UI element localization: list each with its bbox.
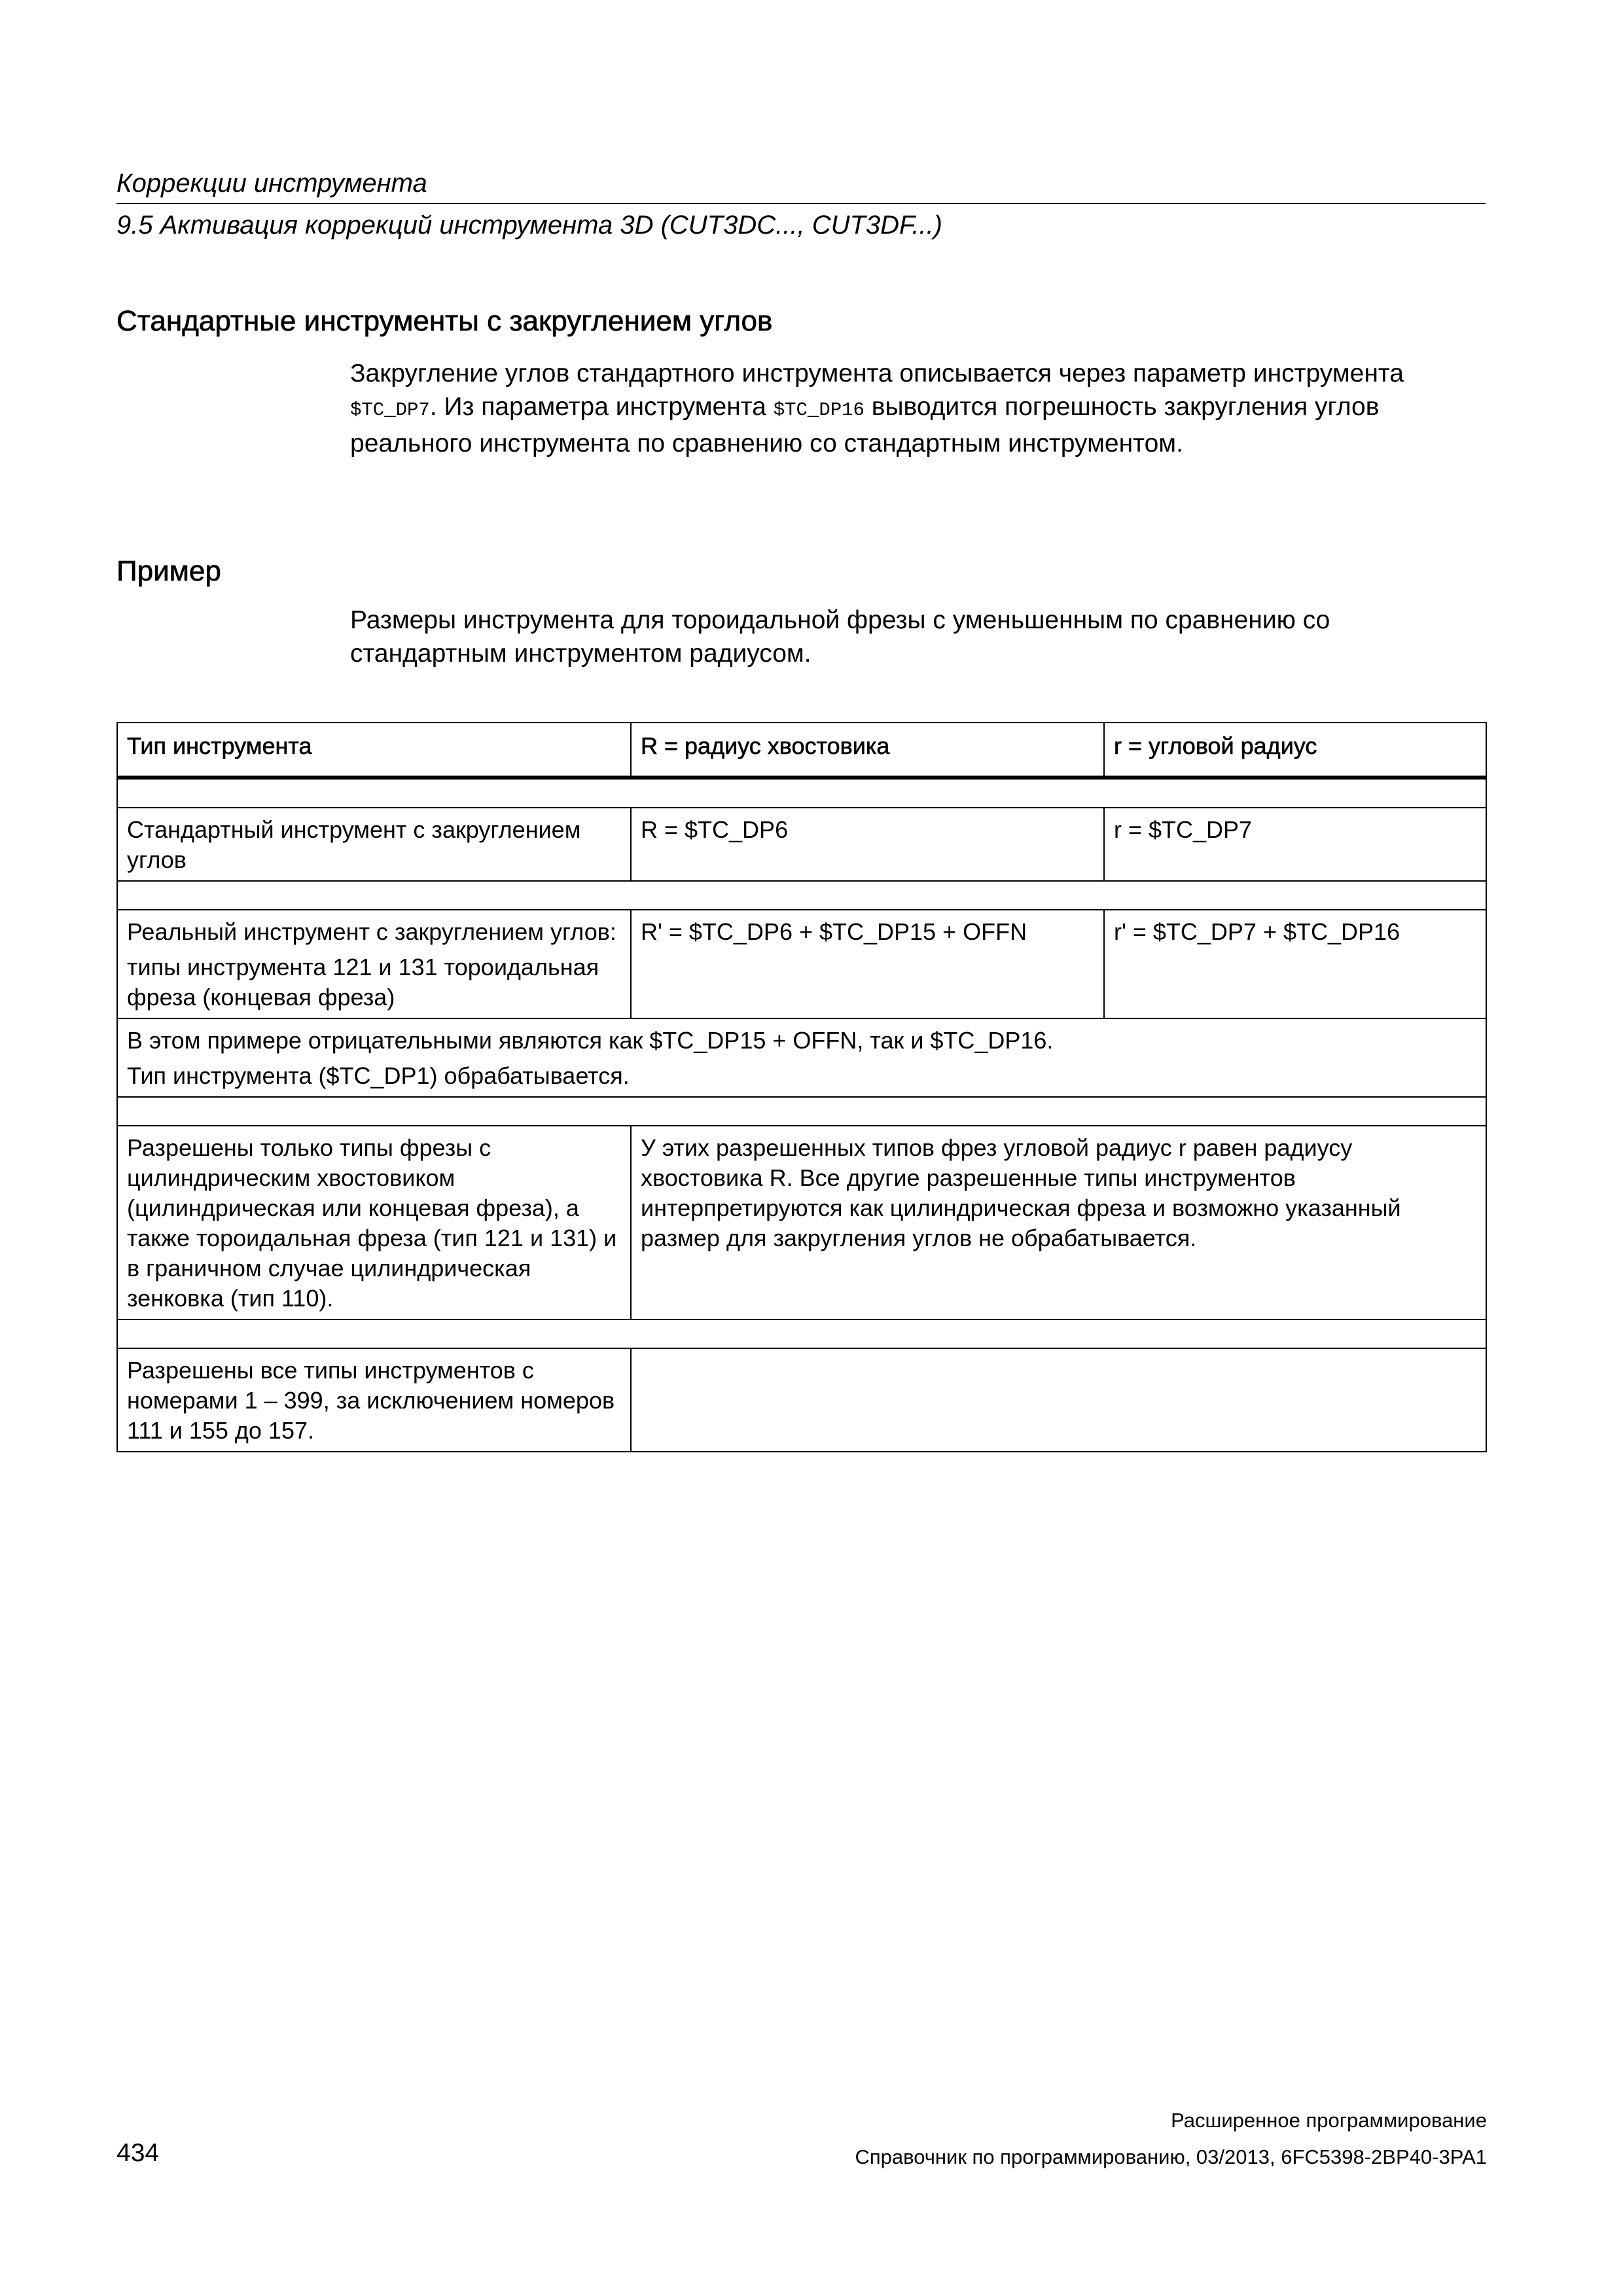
code-tc-dp16: $TC_DP16 — [773, 399, 865, 421]
table-row-note — [117, 1018, 1486, 1097]
table-header-row — [117, 723, 1486, 778]
table-spacer-row — [117, 1319, 1486, 1348]
heading-standard-tools: Стандартные инструменты с закруглением углов — [116, 305, 773, 337]
table-row-real — [117, 910, 1486, 1018]
real-type-line-2: типы инструмента 121 и 131 тороидальная фреза (концевая фреза) — [127, 954, 599, 1011]
footer-book-title: Расширенное программирование — [1171, 2109, 1487, 2132]
tool-dimensions-table — [116, 722, 1487, 1452]
header-corner-radius: r = угловой радиус — [1104, 723, 1486, 778]
table-spacer-row — [117, 778, 1486, 808]
cell-standard-R: R = $TC_DP6 — [631, 808, 1104, 881]
text-part-1: Закругление углов стандартного инструмента описывается через параметр инструмента — [350, 359, 1404, 387]
running-header — [116, 165, 1486, 243]
table-row-standard — [117, 808, 1486, 881]
chapter-title: Коррекции инструмента — [116, 169, 427, 198]
page-number: 434 — [116, 2139, 160, 2167]
cell-allowed-milling: Разрешены только типы фрезы с цилиндрическим хвостовиком (цилиндрическая или концевая фреза), а также тороидальная фреза (тип 121 и 131) и в граничном случае цилиндрическая зенковка (тип 110). — [117, 1126, 631, 1319]
header-tool-type: Тип инструмента — [117, 723, 631, 778]
text-part-3: выводится погрешность закругления углов реального инструмента по сравнению со стандартным инструментом. — [350, 393, 1380, 457]
table-row-allowed-milling — [117, 1126, 1486, 1319]
table-row-allowed-all — [117, 1348, 1486, 1452]
paragraph-standard-tools — [350, 357, 1482, 460]
header-shank-radius: R = радиус хвостовика — [631, 723, 1104, 778]
paragraph-example: Размеры инструмента для тороидальной фрезы с уменьшенным по сравнению со стандартным инструментом радиусом. — [350, 606, 1330, 668]
cell-note — [117, 1018, 1486, 1097]
text-part-2: . Из параметра инструмента — [429, 393, 774, 421]
cell-real-type — [117, 910, 631, 1018]
header-rule — [116, 203, 1486, 204]
cell-allowed-milling-desc: У этих разрешенных типов фрез угловой радиус r равен радиусу хвостовика R. Все другие разрешенные типы инструментов интерпретируются как цилиндрическая фреза и возможно указанный размер для закругления углов не обрабатывается. — [631, 1126, 1486, 1319]
note-line-2: Тип инструмента ($TC_DP1) обрабатывается. — [127, 1062, 630, 1089]
footer-reference: Справочник по программированию, 03/2013, 6FC5398-2BP40-3PA1 — [855, 2145, 1487, 2168]
cell-allowed-all-desc — [631, 1348, 1486, 1452]
real-type-line-1: Реальный инструмент с закруглением углов: — [127, 918, 616, 945]
note-line-1: В этом примере отрицательными являются как $TC_DP15 + OFFN, так и $TC_DP16. — [127, 1027, 1054, 1054]
cell-real-R: R' = $TC_DP6 + $TC_DP15 + OFFN — [631, 910, 1104, 1018]
cell-standard-r: r = $TC_DP7 — [1104, 808, 1486, 881]
cell-real-r: r' = $TC_DP7 + $TC_DP16 — [1104, 910, 1486, 1018]
cell-standard-type: Стандартный инструмент с закруглением углов — [117, 808, 631, 881]
table-spacer-row — [117, 881, 1486, 910]
heading-example: Пример — [116, 555, 221, 587]
table-spacer-row — [117, 1097, 1486, 1126]
section-title: 9.5 Активация коррекций инструмента 3D (CUT3DC..., CUT3DF...) — [116, 211, 942, 240]
cell-allowed-all: Разрешены все типы инструментов с номерами 1 – 399, за исключением номеров 111 и 155 до 157. — [117, 1348, 631, 1452]
code-tc-dp7: $TC_DP7 — [350, 399, 430, 421]
